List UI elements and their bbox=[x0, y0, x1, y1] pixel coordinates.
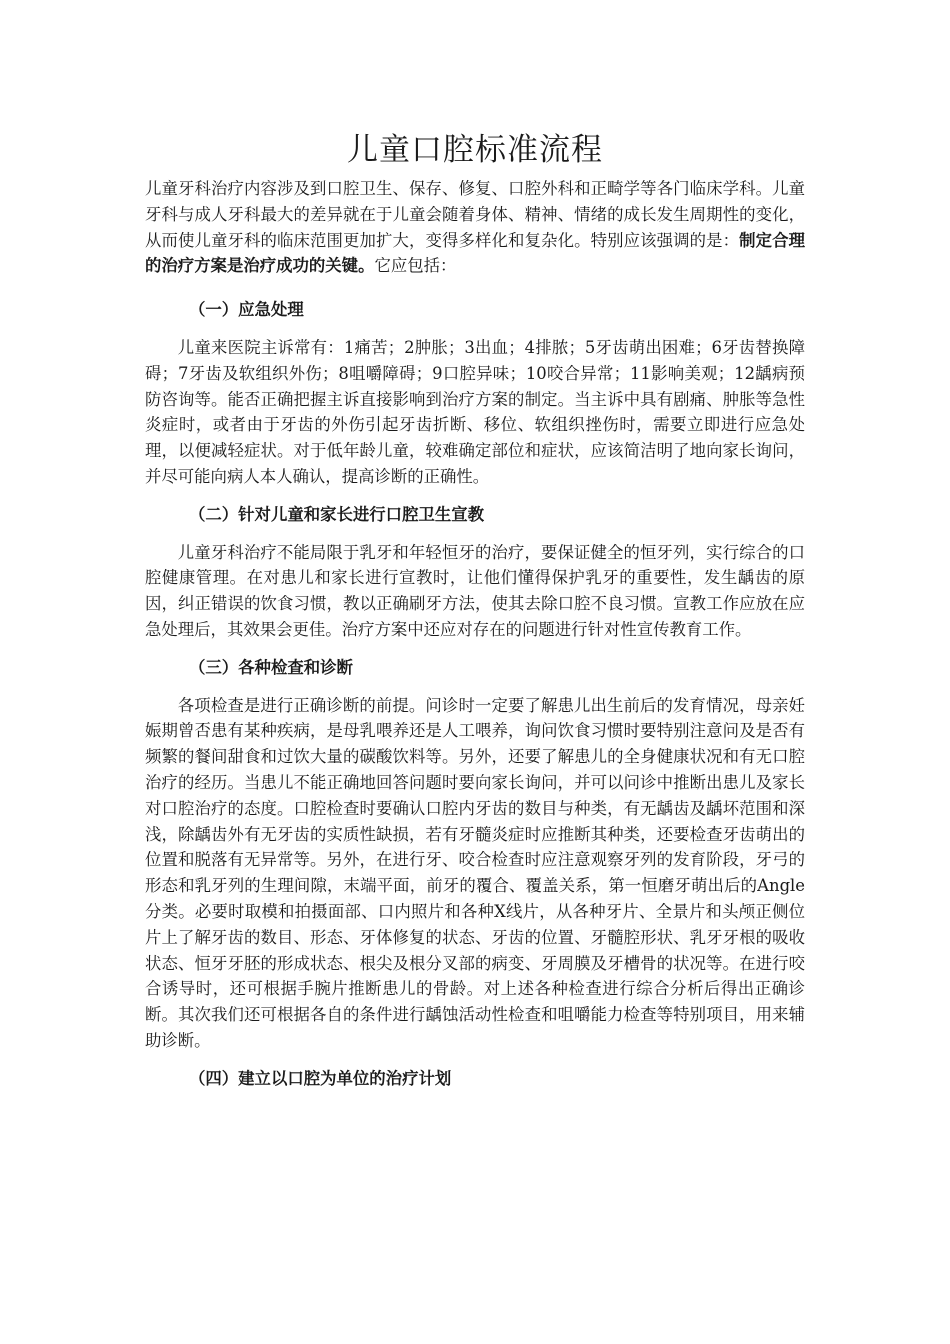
section-body-emergency: 儿童来医院主诉常有：1痛苦；2肿胀；3出血；4排脓；5牙齿萌出困难；6牙齿替换障碍；7牙齿及软组织外伤；8咀嚼障碍；9口腔异味；10咬合异常；11影响美观；12龋病预防咨询等。能否正确把握主诉直接影响到治疗方案的制定。当主诉中具有剧痛、肿胀等急性炎症时，或者由于牙齿的外伤引起牙齿折断、移位、软组织挫伤时，需要立即进行应急处理，以便减轻症状。对于低年龄儿童，较难确定部位和症状，应该简洁明了地向家长询问，并尽可能向病人本人确认，提高诊断的正确性。 bbox=[145, 337, 805, 486]
intro-key-statement: 制定合理的治疗方案是治疗成功的关键。 bbox=[145, 230, 806, 276]
intro-text: 儿童牙科治疗内容涉及到口腔卫生、保存、修复、口腔外科和正畸学等各门临床学科。儿童牙科与成人牙科最大的差异就在于儿童会随着身体、精神、情绪的成长发生周期性的变化，从而使儿童牙科的临床范围更加扩大，变得多样化和复杂化。特别应该强调的是： bbox=[145, 179, 805, 250]
page-title: 儿童口腔标准流程 bbox=[347, 132, 603, 168]
section-heading-emergency: （一）应急处理 bbox=[189, 300, 304, 320]
section-heading-hygiene-education: （二）针对儿童和家长进行口腔卫生宣教 bbox=[189, 504, 485, 524]
section-body-hygiene-education: 儿童牙科治疗不能局限于乳牙和年轻恒牙的治疗，要保证健全的恒牙列，实行综合的口腔健康管理。在对患儿和家长进行宣教时，让他们懂得保护乳牙的重要性，发生龋齿的原因，纠正错误的饮食习惯，教以正确刷牙方法，使其去除口腔不良习惯。宣教工作应放在应急处理后，其效果会更佳。治疗方案中还应对存在的问题进行针对性宣传教育工作。 bbox=[145, 542, 805, 639]
section-heading-examination: （三）各种检查和诊断 bbox=[189, 657, 353, 677]
intro-paragraph bbox=[145, 176, 805, 279]
section-heading-treatment-plan: （四）建立以口腔为单位的治疗计划 bbox=[189, 1068, 452, 1088]
section-body-examination: 各项检查是进行正确诊断的前提。问诊时一定要了解患儿出生前后的发育情况，母亲妊娠期曾否患有某种疾病，是母乳喂养还是人工喂养，询问饮食习惯时要特别注意问及是否有频繁的餐间甜食和过饮大量的碳酸饮料等。另外，还要了解患儿的全身健康状况和有无口腔治疗的经历。当患儿不能正确地回答问题时要向家长询问，并可以问诊中推断出患儿及家长对口腔治疗的态度。口腔检查时要确认口腔内牙齿的数目与种类，有无龋齿及龋坏范围和深浅，除龋齿外有无牙齿的实质性缺损，若有牙髓炎症时应推断其种类，还要检查牙齿萌出的位置和脱落有无异常等。另外，在进行牙、咬合检查时应注意观察牙列的发育阶段，牙弓的形态和乳牙列的生理间隙，末端平面，前牙的覆合、覆盖关系，第一恒磨牙萌出后的Angle分类。必要时取模和拍摄面部、口内照片和各种X线片，从各种牙片、全景片和头颅正侧位片上了解牙齿的数目、形态、牙体修复的状态、牙齿的位置、牙髓腔形状、乳牙牙根的吸收状态、恒牙牙胚的形成状态、根尖及根分叉部的病变、牙周膜及牙槽骨的状况等。在进行咬合诱导时，还可根据手腕片推断患儿的骨龄。对上述各种检查进行综合分析后得出正确诊断。其次我们还可根据各自的条件进行龋蚀活动性检查和咀嚼能力检查等特别项目，用来辅助诊断。 bbox=[145, 695, 805, 1050]
intro-text-end: 它应包括： bbox=[374, 256, 457, 276]
document-body bbox=[145, 176, 805, 1092]
